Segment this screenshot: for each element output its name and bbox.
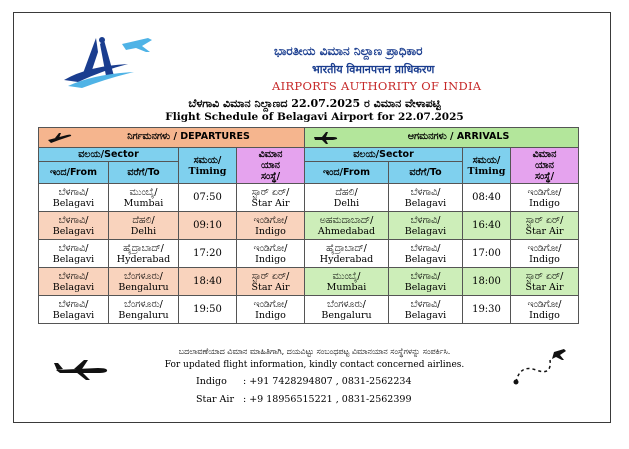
table-row	[39, 240, 579, 268]
airline-label-3: ಸಂಸ್ಥೆ/	[534, 171, 555, 182]
footer-note-kannada: ಬದಲಾವಣೆಯಾದ ವಿಮಾನ ಮಾಹಿತಿಗಾಗಿ, ದಯವಿಟ್ಟು ಸಂಬಂಧಪಟ್ಟ ವಿಮಾನಯಾನ ಸಂಸ್ಥೆಗಳನ್ನು ಸಂಪರ್ಕಿಸಿ.	[178, 347, 451, 356]
departure-plane-icon	[47, 132, 73, 144]
time-value: 19:50	[193, 304, 222, 315]
air-english: Indigo	[255, 253, 286, 265]
flight-path-icon	[512, 348, 570, 388]
time-value: 18:00	[472, 276, 501, 287]
departure-time-cell	[179, 268, 237, 296]
to-kannada: ಬೆಳಗಾವಿ/	[410, 298, 441, 310]
dep-sector-header: ವಲಯ/Sector	[39, 148, 179, 162]
org-name-english: AIRPORTS AUTHORITY OF INDIA	[272, 79, 482, 93]
arrival-airline-cell	[511, 240, 579, 268]
arr-from-header: ಇಂದ/From	[305, 162, 389, 184]
arrival-time-cell	[463, 296, 511, 324]
airline-label-2: ಯಾನ	[261, 160, 280, 171]
departure-time-cell	[179, 296, 237, 324]
from-english: Delhi	[333, 197, 360, 209]
air-kannada: ಇಂಡಿಗೋ/	[253, 242, 288, 254]
contact-number-indigo: : +91 7428294807 , 0831-2562234	[243, 376, 412, 387]
departure-from-cell	[39, 296, 109, 324]
from-kannada: ಬೆಳಗಾವಿ/	[58, 214, 89, 226]
departure-to-cell	[109, 212, 179, 240]
air-kannada: ಸ್ಟಾರ್ ಏರ್/	[525, 270, 564, 282]
time-value: 19:30	[472, 304, 501, 315]
to-kannada: ಬೆಳಗಾವಿ/	[410, 270, 441, 282]
departure-time-cell	[179, 184, 237, 212]
arrival-airline-cell	[511, 212, 579, 240]
from-kannada: ಬೆಳಗಾವಿ/	[58, 242, 89, 254]
air-english: Star Air	[251, 197, 290, 209]
arrival-to-cell	[389, 240, 463, 268]
from-english: Bengaluru	[321, 309, 372, 321]
org-name-hindi: भारतीय विमानपत्तन प्राधिकरण	[312, 63, 435, 76]
timing-label-en: Timing	[467, 165, 506, 177]
to-kannada: ದೆಹಲಿ/	[132, 214, 155, 226]
air-kannada: ಸ್ಟಾರ್ ಏರ್/	[251, 270, 290, 282]
arrival-from-cell	[305, 212, 389, 240]
from-english: Belagavi	[52, 225, 95, 237]
from-kannada: ಬೆಳಗಾವಿ/	[58, 298, 89, 310]
from-english: Belagavi	[52, 253, 95, 265]
air-english: Indigo	[529, 309, 560, 321]
contact-number-starair: : +9 18956515221 , 0831-2562399	[243, 394, 412, 405]
departure-from-cell	[39, 240, 109, 268]
arr-airline-header	[511, 148, 579, 184]
time-value: 17:20	[193, 248, 222, 259]
arrival-from-cell	[305, 268, 389, 296]
departure-from-cell	[39, 268, 109, 296]
arrival-to-cell	[389, 212, 463, 240]
arrival-airline-cell	[511, 268, 579, 296]
departure-airline-cell	[237, 268, 305, 296]
time-value: 09:10	[193, 220, 222, 231]
arr-sector-header: ವಲಯ/Sector	[305, 148, 463, 162]
schedule-title-english: Flight Schedule of Belagavi Airport for 22.07.2025	[165, 111, 464, 123]
dep-to-header: ವರೆಗೆ/To	[109, 162, 179, 184]
air-english: Indigo	[529, 197, 560, 209]
arrival-plane-icon	[313, 132, 339, 144]
aai-logo	[48, 30, 158, 92]
from-english: Belagavi	[52, 309, 95, 321]
to-english: Belagavi	[404, 197, 447, 209]
departure-to-cell	[109, 296, 179, 324]
air-english: Indigo	[255, 309, 286, 321]
air-english: Star Air	[251, 281, 290, 293]
to-kannada: ಹೈದ್ರಾಬಾದ್/	[123, 242, 164, 254]
arrival-to-cell	[389, 268, 463, 296]
arrival-time-cell	[463, 240, 511, 268]
arrival-time-cell	[463, 212, 511, 240]
to-kannada: ಮುಂಬೈ/	[129, 186, 158, 198]
arrival-from-cell	[305, 296, 389, 324]
contact-name-indigo: Indigo	[196, 376, 227, 387]
air-kannada: ಸ್ಟಾರ್ ಏರ್/	[251, 186, 290, 198]
schedule-title-kannada: ಬೆಳಗಾವಿ ವಿಮಾನ ನಿಲ್ದಾಣದ 22.07.2025 ರ ವಿಮಾನ ವೇಳಾಪಟ್ಟಿ	[188, 97, 441, 110]
departure-time-cell	[179, 212, 237, 240]
departures-label: ನಿರ್ಗಮನಗಳು / DEPARTURES	[127, 131, 250, 142]
departure-to-cell	[109, 268, 179, 296]
from-english: Belagavi	[52, 197, 95, 209]
from-english: Mumbai	[326, 281, 367, 293]
departure-to-cell	[109, 240, 179, 268]
arrival-time-cell	[463, 268, 511, 296]
from-kannada: ಬೆಳಗಾವಿ/	[58, 270, 89, 282]
air-kannada: ಇಂಡಿಗೋ/	[253, 214, 288, 226]
from-kannada: ದೆಹಲಿ/	[335, 186, 358, 198]
air-kannada: ಇಂಡಿಗೋ/	[253, 298, 288, 310]
table-row	[39, 296, 579, 324]
to-english: Bengaluru	[118, 309, 169, 321]
departure-to-cell	[109, 184, 179, 212]
table-row	[39, 212, 579, 240]
from-kannada: ಮುಂಬೈ/	[332, 270, 361, 282]
air-english: Star Air	[525, 281, 564, 293]
air-kannada: ಇಂಡಿಗೋ/	[527, 186, 562, 198]
departure-from-cell	[39, 184, 109, 212]
arrival-to-cell	[389, 296, 463, 324]
time-value: 18:40	[193, 276, 222, 287]
timing-label-kn: ಸಮಯ/	[193, 154, 222, 166]
table-row	[39, 184, 579, 212]
footer-note-english: For updated flight information, kindly contact concerned airlines.	[164, 360, 465, 370]
departure-airline-cell	[237, 240, 305, 268]
airline-label-3: ಸಂಸ್ಥೆ/	[260, 171, 281, 182]
to-kannada: ಬೆಳಗಾವಿ/	[410, 186, 441, 198]
to-kannada: ಬೆಳಗಾವಿ/	[410, 242, 441, 254]
contact-name-starair: Star Air	[196, 394, 234, 405]
from-english: Ahmedabad	[317, 225, 376, 237]
air-english: Indigo	[255, 225, 286, 237]
arrivals-header	[305, 128, 579, 148]
timing-label-kn: ಸಮಯ/	[472, 154, 501, 166]
flight-schedule-table	[38, 127, 579, 324]
time-value: 08:40	[472, 192, 501, 203]
arrival-time-cell	[463, 184, 511, 212]
time-value: 16:40	[472, 220, 501, 231]
to-english: Bengaluru	[118, 281, 169, 293]
org-name-kannada: ಭಾರತೀಯ ವಿಮಾನ ನಿಲ್ದಾಣ ಪ್ರಾಧಿಕಾರ	[274, 44, 423, 58]
arrival-to-cell	[389, 184, 463, 212]
air-english: Star Air	[525, 225, 564, 237]
from-kannada: ಬೆಂಗಳೂರು/	[327, 298, 366, 310]
from-kannada: ಅಹಮದಾಬಾದ್/	[319, 214, 374, 226]
airline-label-1: ವಿಮಾನ	[532, 149, 557, 160]
to-english: Mumbai	[123, 197, 164, 209]
air-kannada: ಇಂಡಿಗೋ/	[527, 242, 562, 254]
arrival-from-cell	[305, 240, 389, 268]
to-english: Belagavi	[404, 253, 447, 265]
air-english: Indigo	[529, 253, 560, 265]
airline-label-1: ವಿಮಾನ	[258, 149, 283, 160]
departures-header	[39, 128, 305, 148]
from-kannada: ಬೆಳಗಾವಿ/	[58, 186, 89, 198]
to-english: Belagavi	[404, 281, 447, 293]
departure-airline-cell	[237, 296, 305, 324]
departure-from-cell	[39, 212, 109, 240]
arrival-airline-cell	[511, 184, 579, 212]
to-english: Hyderabad	[116, 253, 171, 265]
arrival-from-cell	[305, 184, 389, 212]
departure-time-cell	[179, 240, 237, 268]
dep-from-header: ಇಂದ/From	[39, 162, 109, 184]
to-kannada: ಬೆಂಗಳೂರು/	[124, 270, 163, 282]
timing-label-en: Timing	[188, 165, 227, 177]
dep-airline-header	[237, 148, 305, 184]
airline-label-2: ಯಾನ	[535, 160, 554, 171]
departure-airline-cell	[237, 212, 305, 240]
to-kannada: ಬೆಳಗಾವಿ/	[410, 214, 441, 226]
arrivals-label: ಆಗಮನಗಳು / ARRIVALS	[407, 131, 510, 142]
to-kannada: ಬೆಂಗಳೂರು/	[124, 298, 163, 310]
to-english: Belagavi	[404, 309, 447, 321]
table-row	[39, 268, 579, 296]
dep-timing-header	[179, 148, 237, 184]
from-english: Belagavi	[52, 281, 95, 293]
from-english: Hyderabad	[319, 253, 374, 265]
to-english: Belagavi	[404, 225, 447, 237]
departure-airline-cell	[237, 184, 305, 212]
arrival-airline-cell	[511, 296, 579, 324]
arr-timing-header	[463, 148, 511, 184]
air-kannada: ಇಂಡಿಗೋ/	[527, 298, 562, 310]
air-kannada: ಸ್ಟಾರ್ ಏರ್/	[525, 214, 564, 226]
time-value: 07:50	[193, 192, 222, 203]
arr-to-header: ವರೆಗೆ/To	[389, 162, 463, 184]
time-value: 17:00	[472, 248, 501, 259]
from-kannada: ಹೈದ್ರಾಬಾದ್/	[326, 242, 367, 254]
to-english: Delhi	[130, 225, 157, 237]
